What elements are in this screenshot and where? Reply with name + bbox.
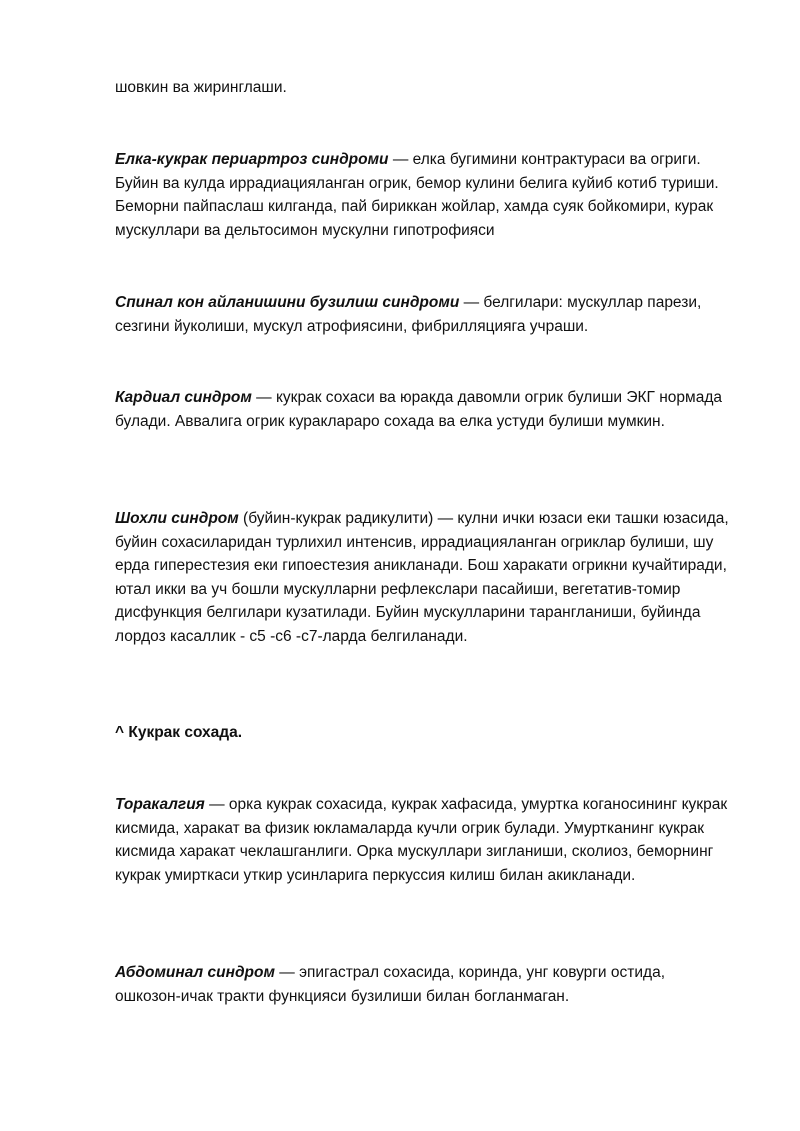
paragraph-continuation <box>115 76 735 100</box>
section-heading-chest <box>115 721 735 745</box>
term-label: Елка-кукрак периартроз синдроми <box>115 151 389 168</box>
paragraph-text: — эпигастрал сохасида, коринда, унг ковурги остида, ошкозон-ичак тракти функцияси бузилиши билан богланмаган. <box>115 964 665 1005</box>
section-heading-text: ^ Кукрак сохада. <box>115 724 243 741</box>
paragraph-text: шовкин ва жиринглаши. <box>115 79 287 96</box>
paragraph-cardiac-syndrome <box>115 386 735 433</box>
paragraph-thoracalgia <box>115 793 735 887</box>
paragraph-spinal-circulation <box>115 291 735 338</box>
paragraph-radicular-syndrome <box>115 507 735 648</box>
paragraph-text: — орка кукрак сохасида, кукрак хафасида, умуртка коганосининг кукрак кисмида, харакат ва физик юкламаларда кучли огрик булади. Умуртканинг кукрак кисмида харакат чеклашганлиги. Орка мускуллари зигланиши, сколиоз, беморнинг кукрак умирткаси уткир усинларига перкуссия килиш билан акикланади. <box>115 796 728 884</box>
term-label: Абдоминал синдром <box>115 964 275 981</box>
term-label: Торакалгия <box>115 796 205 813</box>
term-label: Шохли синдром <box>115 510 239 527</box>
paragraph-text: — елка бугимини контрактураси ва огриги. Буйин ва кулда иррадиацияланган огрик, бемор кулини белига куйиб котиб туриши. Беморни пайпаслаш килганда, пай бириккан жойлар, хамда суяк бойкомири, курак мускуллари ва дельтосимон мускулни гипотрофияси <box>115 151 719 239</box>
paragraph-text: (буйин-кукрак радикулити) — кулни ички юзаси еки ташки юзасида, буйин сохасиларидан турлихил интенсив, иррадиацияланган огриклар булиши, шу ерда гиперестезия еки гипоестезия аникланади. Бош харакати огрикни кучайтиради, ютал икки ва уч бошли мускулларни рефлекслари пасайиши, вегетатив-томир дисфункция белгилари кузатилади. Буйин мускулларини тарангланиши, буйинда лордоз касаллик - с5 -с6 -с7-ларда белгиланади. <box>115 510 729 645</box>
paragraph-text: — кукрак сохаси ва юракда давомли огрик булиши ЭКГ нормада булади. Аввалига огрик кураклараро сохада ва елка устуди булиши мумкин. <box>115 389 722 430</box>
paragraph-text: — белгилари: мускуллар парези, сезгини йуколиши, мускул атрофиясини, фибрилляцияга учраши. <box>115 294 702 335</box>
term-label: Кардиал синдром <box>115 389 252 406</box>
term-label: Спинал кон айланишини бузилиш синдроми <box>115 294 460 311</box>
paragraph-shoulder-chest-periarthrosis <box>115 148 735 242</box>
paragraph-abdominal-syndrome <box>115 961 735 1008</box>
